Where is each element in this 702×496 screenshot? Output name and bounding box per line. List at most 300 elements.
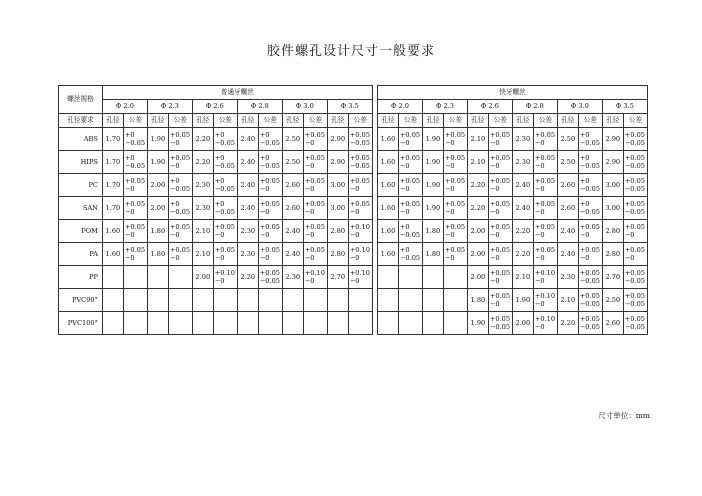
tolerance-lower: −0 xyxy=(124,254,135,262)
hole-diameter-normal: 1.80 xyxy=(147,220,168,243)
tolerance-lower: −0 xyxy=(534,208,545,216)
hole-diameter-normal: 1.70 xyxy=(102,174,123,197)
hole-diameter-normal: 2.30 xyxy=(237,243,258,266)
tolerance-upper: +0.05 xyxy=(489,292,511,300)
tolerance-header: 公差 xyxy=(348,114,372,128)
tolerance-normal xyxy=(168,220,192,243)
hole-diameter-fast: 2.30 xyxy=(512,128,533,151)
tolerance-fast xyxy=(533,197,557,220)
tolerance-upper: +0 xyxy=(124,131,135,139)
hole-diameter-normal: 2.50 xyxy=(282,128,303,151)
tolerance-normal xyxy=(303,128,327,151)
material-label: PP xyxy=(59,266,103,289)
tolerance-normal xyxy=(123,151,147,174)
hole-diameter-fast: 2.50 xyxy=(602,289,623,312)
tolerance-normal xyxy=(168,128,192,151)
tolerance-fast xyxy=(443,220,467,243)
tolerance-fast xyxy=(578,174,602,197)
hole-diameter-normal: 1.70 xyxy=(102,151,123,174)
tolerance-normal xyxy=(123,128,147,151)
tolerance-lower: −0 xyxy=(169,254,180,262)
tolerance-upper: +0.10 xyxy=(349,223,370,231)
tolerance-lower: −0.05 xyxy=(399,254,421,262)
tolerance-lower: −0 xyxy=(534,162,545,170)
tolerance-fast xyxy=(578,220,602,243)
tolerance-lower: −0 xyxy=(399,162,410,170)
hole-diameter-normal xyxy=(102,289,123,312)
hole-diameter-fast: 2.60 xyxy=(557,174,578,197)
table-row xyxy=(59,220,648,243)
hole-diameter-fast: 2.10 xyxy=(467,151,488,174)
hole-header: 孔径 xyxy=(147,114,168,128)
tolerance-normal xyxy=(123,220,147,243)
hole-diameter-normal: 2.20 xyxy=(237,266,258,289)
tolerance-header: 公差 xyxy=(443,114,467,128)
hole-diameter-normal: 1.60 xyxy=(102,243,123,266)
tolerance-upper: +0.10 xyxy=(304,269,325,277)
hole-header: 孔径 xyxy=(557,114,578,128)
hole-diameter-normal xyxy=(327,289,348,312)
tolerance-normal xyxy=(168,266,192,289)
tolerance-fast xyxy=(578,266,602,289)
tolerance-lower: −0.05 xyxy=(349,162,370,170)
hole-header: 孔径 xyxy=(282,114,303,128)
tolerance-header: 公差 xyxy=(123,114,147,128)
hole-diameter-normal xyxy=(327,312,348,335)
hole-diameter-fast: 1.60 xyxy=(377,243,398,266)
hole-header: 孔径 xyxy=(327,114,348,128)
hole-diameter-fast: 1.80 xyxy=(422,220,443,243)
material-label: SAN xyxy=(59,197,103,220)
tolerance-normal xyxy=(348,289,372,312)
hole-diameter-normal: 2.40 xyxy=(282,243,303,266)
diameter-header-normal: Φ 3.5 xyxy=(327,100,372,114)
hole-diameter-normal: 2.30 xyxy=(282,266,303,289)
tolerance-lower: −0.05 xyxy=(579,208,600,216)
tolerance-fast xyxy=(533,266,557,289)
hole-diameter-normal xyxy=(282,312,303,335)
tolerance-lower: −0 xyxy=(259,254,270,262)
tolerance-upper: +0.05 xyxy=(444,200,466,208)
tolerance-header: 公差 xyxy=(213,114,237,128)
tolerance-normal xyxy=(123,174,147,197)
hole-diameter-normal: 2.30 xyxy=(237,220,258,243)
tolerance-normal xyxy=(303,197,327,220)
tolerance-lower: −0 xyxy=(399,139,410,147)
tolerance-lower: −0.05 xyxy=(579,277,600,285)
tolerance-upper: +0.10 xyxy=(214,269,235,277)
tolerance-lower: −0 xyxy=(489,139,500,147)
tolerance-normal xyxy=(303,174,327,197)
hole-diameter-normal: 2.10 xyxy=(192,243,213,266)
tolerance-upper: +0.05 xyxy=(534,223,556,231)
tolerance-lower: −0 xyxy=(214,277,225,285)
hole-header: 孔径 xyxy=(467,114,488,128)
tolerance-normal xyxy=(303,312,327,335)
tolerance-upper: +0.10 xyxy=(534,315,556,323)
tolerance-fast xyxy=(443,128,467,151)
tolerance-upper: +0.05 xyxy=(579,269,600,277)
table-row xyxy=(59,289,648,312)
tolerance-upper: +0.05 xyxy=(399,154,421,162)
hole-header: 孔径 xyxy=(192,114,213,128)
tolerance-upper: +0.05 xyxy=(259,269,280,277)
hole-diameter-fast: 2.00 xyxy=(467,243,488,266)
hole-diameter-normal xyxy=(282,289,303,312)
tolerance-lower: −0.05 xyxy=(259,139,280,147)
tolerance-fast xyxy=(533,151,557,174)
tolerance-fast xyxy=(533,174,557,197)
material-label: PVC90° xyxy=(59,289,103,312)
tolerance-normal xyxy=(348,243,372,266)
hole-diameter-fast: 3.00 xyxy=(602,197,623,220)
tolerance-upper: +0.05 xyxy=(489,154,511,162)
tolerance-normal xyxy=(258,220,282,243)
tolerance-normal xyxy=(213,197,237,220)
tolerance-normal xyxy=(168,151,192,174)
tolerance-upper: +0 xyxy=(124,154,135,162)
tolerance-fast xyxy=(443,243,467,266)
hole-diameter-normal xyxy=(192,289,213,312)
tolerance-normal xyxy=(168,312,192,335)
tolerance-fast xyxy=(623,128,647,151)
hole-diameter-normal: 2.00 xyxy=(147,197,168,220)
tolerance-upper: +0.05 xyxy=(624,177,645,185)
hole-header: 孔径 xyxy=(422,114,443,128)
tolerance-upper: +0.05 xyxy=(579,315,600,323)
tolerance-upper: +0.05 xyxy=(579,223,600,231)
table-row xyxy=(59,197,648,220)
tolerance-normal xyxy=(348,151,372,174)
tolerance-lower: −0 xyxy=(124,185,135,193)
tolerance-header: 公差 xyxy=(533,114,557,128)
tolerance-normal xyxy=(348,266,372,289)
tolerance-lower: −0.05 xyxy=(624,185,645,193)
tolerance-upper: +0.05 xyxy=(489,315,511,323)
tolerance-lower: −0 xyxy=(259,231,270,239)
tolerance-normal xyxy=(213,128,237,151)
hole-diameter-fast: 1.60 xyxy=(377,128,398,151)
hole-diameter-fast xyxy=(422,289,443,312)
hole-diameter-normal xyxy=(147,312,168,335)
tolerance-normal xyxy=(348,220,372,243)
hole-diameter-fast: 1.90 xyxy=(422,197,443,220)
tolerance-lower: −0.05 xyxy=(124,162,146,170)
hole-header: 孔径 xyxy=(102,114,123,128)
hole-diameter-fast: 2.30 xyxy=(512,151,533,174)
tolerance-upper: +0 xyxy=(169,177,180,185)
tolerance-lower: −0 xyxy=(304,277,315,285)
tolerance-lower: −0 xyxy=(489,208,500,216)
tolerance-lower: −0.05 xyxy=(489,323,511,331)
tolerance-lower: −0.05 xyxy=(579,185,600,193)
hole-diameter-normal: 2.20 xyxy=(192,128,213,151)
tolerance-upper: +0.05 xyxy=(259,246,280,254)
hole-diameter-normal: 2.80 xyxy=(327,243,348,266)
tolerance-upper: +0 xyxy=(214,154,225,162)
tolerance-lower: −0 xyxy=(444,208,455,216)
tolerance-lower: −0 xyxy=(169,162,180,170)
tolerance-lower: −0 xyxy=(304,162,315,170)
hole-diameter-normal: 2.40 xyxy=(237,174,258,197)
tolerance-upper: +0.05 xyxy=(169,246,191,254)
tolerance-lower: −0 xyxy=(304,254,315,262)
tolerance-normal xyxy=(303,243,327,266)
tolerance-lower: −0 xyxy=(489,162,500,170)
tolerance-upper: +0.05 xyxy=(259,200,280,208)
tolerance-normal xyxy=(168,174,192,197)
tolerance-lower: −0.05 xyxy=(399,231,421,239)
tolerance-lower: −0 xyxy=(579,254,590,262)
tolerance-fast xyxy=(398,174,422,197)
tolerance-upper: +0 xyxy=(214,177,225,185)
tolerance-upper: +0.05 xyxy=(489,177,511,185)
tolerance-lower: −0 xyxy=(489,231,500,239)
tolerance-upper: +0.05 xyxy=(259,223,280,231)
tolerance-upper: +0 xyxy=(399,223,410,231)
tolerance-header: 公差 xyxy=(623,114,647,128)
hole-diameter-normal: 2.40 xyxy=(237,197,258,220)
hole-header: 孔径 xyxy=(512,114,533,128)
tolerance-upper: +0.05 xyxy=(444,177,466,185)
tolerance-lower: −0 xyxy=(399,208,410,216)
tolerance-upper: +0.05 xyxy=(124,200,146,208)
tolerance-fast xyxy=(623,312,647,335)
hole-diameter-fast: 1.60 xyxy=(377,197,398,220)
hole-header: 孔径 xyxy=(377,114,398,128)
diameter-header-fast: Φ 3.0 xyxy=(557,100,602,114)
tolerance-normal xyxy=(258,151,282,174)
hole-diameter-normal: 2.10 xyxy=(192,220,213,243)
tolerance-fast xyxy=(398,243,422,266)
tolerance-upper: +0 xyxy=(579,200,590,208)
tolerance-fast xyxy=(578,151,602,174)
tolerance-upper: +0.05 xyxy=(489,131,511,139)
tolerance-lower: −0.05 xyxy=(579,300,600,308)
tolerance-normal xyxy=(258,266,282,289)
tolerance-upper: +0 xyxy=(579,154,590,162)
tolerance-upper: +0.10 xyxy=(349,269,370,277)
tolerance-upper: +0 xyxy=(579,131,590,139)
tolerance-lower: −0 xyxy=(489,185,500,193)
hole-diameter-fast: 2.40 xyxy=(512,174,533,197)
hole-diameter-fast xyxy=(377,289,398,312)
tolerance-upper: +0.05 xyxy=(489,200,511,208)
tolerance-normal xyxy=(123,289,147,312)
tolerance-lower: −0 xyxy=(534,300,545,308)
hole-diameter-fast: 1.80 xyxy=(467,289,488,312)
tolerance-upper: +0 xyxy=(214,131,225,139)
tolerance-upper: +0.05 xyxy=(534,131,556,139)
tolerance-lower: −0.05 xyxy=(349,139,370,147)
tolerance-lower: −0 xyxy=(444,162,455,170)
tolerance-header: 公差 xyxy=(398,114,422,128)
tolerance-lower: −0.05 xyxy=(169,208,191,216)
hole-diameter-fast: 2.70 xyxy=(602,266,623,289)
tolerance-lower: −0 xyxy=(349,277,360,285)
hole-diameter-fast: 2.40 xyxy=(512,197,533,220)
hole-diameter-normal: 1.70 xyxy=(102,197,123,220)
tolerance-upper: +0.05 xyxy=(349,200,370,208)
tolerance-normal xyxy=(213,151,237,174)
tolerance-normal xyxy=(168,243,192,266)
tolerance-upper: +0.05 xyxy=(304,223,325,231)
diameter-header-normal: Φ 2.0 xyxy=(102,100,147,114)
unit-note: 尺寸单位：mm xyxy=(598,411,650,420)
tolerance-upper: +0.05 xyxy=(304,154,325,162)
tolerance-lower: −0 xyxy=(444,231,455,239)
tolerance-fast xyxy=(443,289,467,312)
tolerance-upper: +0.05 xyxy=(399,177,421,185)
hole-diameter-normal: 1.90 xyxy=(147,151,168,174)
tolerance-fast xyxy=(623,243,647,266)
tolerance-upper: +0 xyxy=(259,131,270,139)
tolerance-lower: −0.05 xyxy=(259,277,280,285)
tolerance-fast xyxy=(623,197,647,220)
tolerance-upper: +0.05 xyxy=(304,246,325,254)
tolerance-header: 公差 xyxy=(303,114,327,128)
tolerance-lower: −0 xyxy=(444,254,455,262)
tolerance-fast xyxy=(488,220,512,243)
tolerance-normal xyxy=(168,289,192,312)
tolerance-normal xyxy=(348,128,372,151)
hole-diameter-normal: 3.00 xyxy=(327,197,348,220)
tolerance-upper: +0.05 xyxy=(169,154,191,162)
tolerance-fast xyxy=(578,197,602,220)
tolerance-upper: +0 xyxy=(399,246,410,254)
hole-diameter-fast: 2.10 xyxy=(467,128,488,151)
hole-diameter-normal xyxy=(147,266,168,289)
hole-diameter-fast: 1.90 xyxy=(467,312,488,335)
tolerance-lower: −0 xyxy=(214,231,225,239)
tolerance-upper: +0 xyxy=(259,154,270,162)
tolerance-upper: +0.05 xyxy=(349,154,370,162)
tolerance-upper: +0.05 xyxy=(534,154,556,162)
tolerance-lower: −0 xyxy=(444,139,455,147)
tolerance-lower: −0.05 xyxy=(624,300,645,308)
tolerance-fast xyxy=(488,289,512,312)
tolerance-upper: +0.05 xyxy=(214,223,235,231)
tolerance-upper: +0.05 xyxy=(624,292,645,300)
tolerance-fast xyxy=(398,312,422,335)
tolerance-lower: −0 xyxy=(444,185,455,193)
tolerance-upper: +0.05 xyxy=(124,177,146,185)
tolerance-lower: −0 xyxy=(304,208,315,216)
tolerance-normal xyxy=(213,312,237,335)
tolerance-lower: −0.05 xyxy=(214,185,235,193)
diameter-header-fast: Φ 2.8 xyxy=(512,100,557,114)
normal-thread-header: 普通牙螺丝 xyxy=(102,86,372,100)
hole-diameter-normal: 2.40 xyxy=(237,151,258,174)
hole-diameter-normal xyxy=(237,312,258,335)
hole-header: 孔径 xyxy=(237,114,258,128)
tolerance-lower: −0 xyxy=(349,185,360,193)
tolerance-fast xyxy=(398,128,422,151)
material-label: ABS xyxy=(59,128,103,151)
tolerance-fast xyxy=(623,174,647,197)
hole-diameter-fast: 3.00 xyxy=(602,174,623,197)
tolerance-normal xyxy=(123,243,147,266)
hole-diameter-normal xyxy=(102,266,123,289)
tolerance-fast xyxy=(398,289,422,312)
hole-diameter-fast: 1.60 xyxy=(377,174,398,197)
hole-diameter-fast: 1.90 xyxy=(512,289,533,312)
diameter-header-normal: Φ 2.6 xyxy=(192,100,237,114)
hole-diameter-normal: 2.50 xyxy=(282,151,303,174)
hole-diameter-fast: 2.10 xyxy=(512,266,533,289)
tolerance-fast xyxy=(488,174,512,197)
tolerance-lower: −0 xyxy=(534,254,545,262)
tolerance-fast xyxy=(578,312,602,335)
tolerance-lower: −0 xyxy=(214,254,225,262)
tolerance-lower: −0 xyxy=(304,231,315,239)
table-row xyxy=(59,266,648,289)
hole-diameter-fast xyxy=(422,312,443,335)
table-row xyxy=(59,243,648,266)
tolerance-lower: −0 xyxy=(169,139,180,147)
hole-diameter-normal xyxy=(237,289,258,312)
hole-diameter-normal xyxy=(102,312,123,335)
tolerance-upper: +0.05 xyxy=(304,177,325,185)
hole-diameter-normal: 2.00 xyxy=(147,174,168,197)
tolerance-fast xyxy=(398,266,422,289)
tolerance-lower: −0 xyxy=(304,139,315,147)
hole-diameter-normal: 2.60 xyxy=(282,174,303,197)
tolerance-lower: −0 xyxy=(124,231,135,239)
tolerance-lower: −0 xyxy=(534,231,545,239)
hole-diameter-fast: 2.90 xyxy=(602,128,623,151)
tolerance-lower: −0 xyxy=(534,323,545,331)
diameter-header-normal: Φ 2.8 xyxy=(237,100,282,114)
hole-diameter-fast: 2.30 xyxy=(557,266,578,289)
tolerance-fast xyxy=(578,128,602,151)
tolerance-lower: −0 xyxy=(534,139,545,147)
tolerance-normal xyxy=(213,289,237,312)
tolerance-fast xyxy=(533,289,557,312)
tolerance-fast xyxy=(623,220,647,243)
material-label: PC xyxy=(59,174,103,197)
hole-diameter-fast: 1.90 xyxy=(422,151,443,174)
tolerance-lower: −0 xyxy=(534,277,545,285)
tolerance-normal xyxy=(303,151,327,174)
hole-diameter-normal xyxy=(192,312,213,335)
hole-diameter-fast xyxy=(377,266,398,289)
screw-hole-table xyxy=(58,85,648,335)
hole-diameter-fast: 1.60 xyxy=(377,220,398,243)
tolerance-lower: −0 xyxy=(349,208,360,216)
tolerance-upper: +0.05 xyxy=(489,269,511,277)
tolerance-upper: +0.05 xyxy=(444,223,466,231)
tolerance-upper: +0.05 xyxy=(214,246,235,254)
tolerance-normal xyxy=(303,266,327,289)
tolerance-fast xyxy=(398,220,422,243)
tolerance-upper: +0.05 xyxy=(579,246,600,254)
hole-diameter-fast: 2.20 xyxy=(557,312,578,335)
tolerance-fast xyxy=(398,151,422,174)
tolerance-normal xyxy=(123,266,147,289)
tolerance-lower: −0.05 xyxy=(579,323,600,331)
tolerance-lower: −0.05 xyxy=(214,162,235,170)
tolerance-lower: −0 xyxy=(259,185,270,193)
hole-diameter-normal: 1.70 xyxy=(102,128,123,151)
hole-diameter-fast: 2.20 xyxy=(512,220,533,243)
hole-diameter-fast: 2.40 xyxy=(557,243,578,266)
tolerance-fast xyxy=(533,220,557,243)
tolerance-normal xyxy=(303,220,327,243)
material-label: POM xyxy=(59,220,103,243)
hole-diameter-fast: 1.90 xyxy=(422,174,443,197)
tolerance-fast xyxy=(443,151,467,174)
